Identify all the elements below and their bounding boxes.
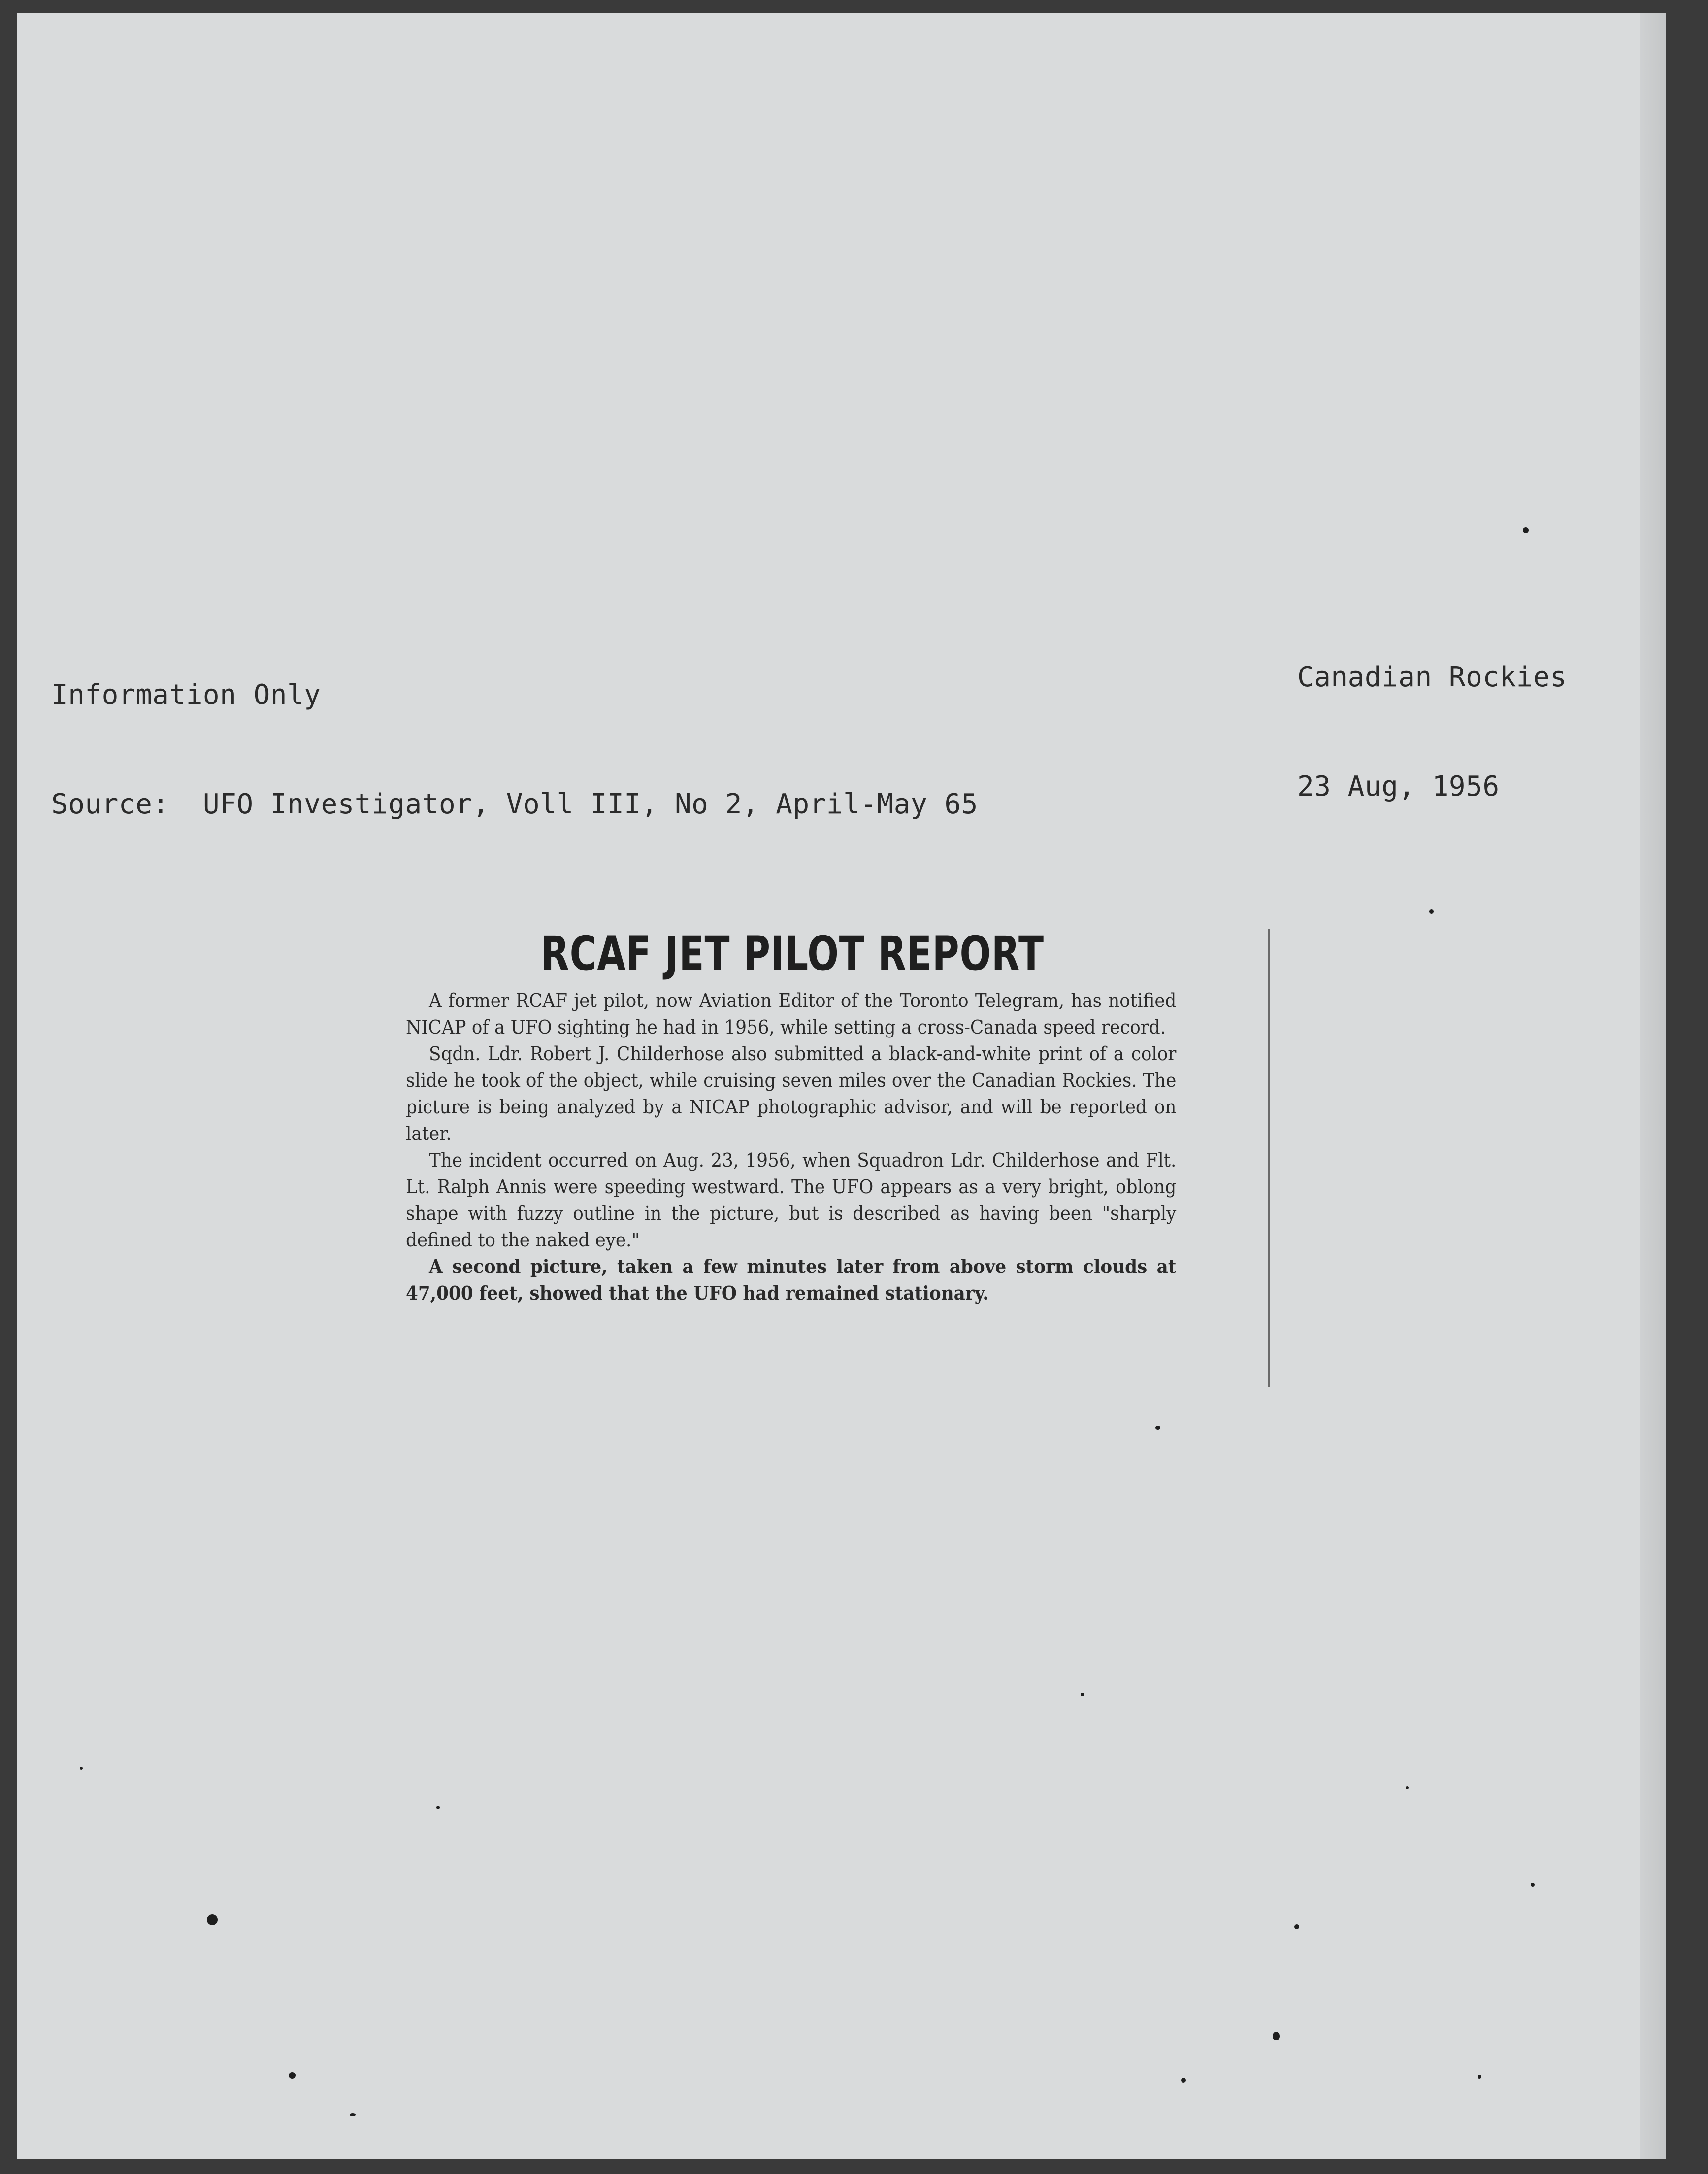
dust-speck (1523, 527, 1529, 533)
dust-speck (1081, 1693, 1084, 1696)
header-right-block (1297, 586, 1567, 878)
dust-speck (1531, 1883, 1535, 1887)
newspaper-clipping (406, 924, 1179, 1306)
header-left-block (51, 604, 978, 896)
dust-speck (1478, 2075, 1481, 2079)
dust-speck (289, 2072, 296, 2079)
date-label: 23 Aug, 1956 (1297, 770, 1500, 803)
dust-speck (1406, 1786, 1409, 1789)
dust-speck (80, 1767, 83, 1770)
clipping-paragraph-4: A second picture, taken a few minutes later from above storm clouds at 47,000 feet, showed that the UFO had remained stationary. (406, 1255, 1177, 1304)
dust-speck (1273, 2032, 1280, 2040)
clipping-paragraph-1: A former RCAF jet pilot, now Aviation Editor of the Toronto Telegram, has notified NICAP of a UFO sighting he had in 1956, while setting a cross-Canada speed record. (406, 990, 1177, 1038)
source-line: Source: UFO Investigator, Voll III, No 2, April-May 65 (51, 788, 978, 820)
clipping-body (406, 987, 1179, 1306)
info-only-label: Information Only (51, 679, 321, 711)
dust-speck (1294, 1924, 1299, 1929)
clipping-column-rule (1268, 929, 1270, 1387)
location-label: Canadian Rockies (1297, 661, 1567, 693)
dust-speck (436, 1806, 440, 1809)
page-edge-shadow (1640, 13, 1666, 2159)
dust-speck (1429, 909, 1434, 914)
clipping-paragraph-3: The incident occurred on Aug. 23, 1956, when Squadron Ldr. Childerhose and Flt. Lt. Ralph Annis were speeding westward. The UFO appears as a very bright, oblong shape with fuzzy outline in the picture, but is described as having been "sharply defined to the naked eye." (406, 1149, 1177, 1251)
clipping-title: RCAF JET PILOT REPORT (541, 926, 1044, 981)
dust-speck (207, 1914, 218, 1925)
dust-speck (1181, 2078, 1186, 2083)
dust-speck (1155, 1426, 1160, 1430)
dust-speck (350, 2113, 356, 2116)
document-page (17, 13, 1666, 2159)
clipping-paragraph-2: Sqdn. Ldr. Robert J. Childerhose also submitted a black-and-white print of a color slide he took of the object, while cruising seven miles over the Canadian Rockies. The picture is being analyzed by a NICAP photographic advisor, and will be reported on later. (406, 1043, 1177, 1144)
